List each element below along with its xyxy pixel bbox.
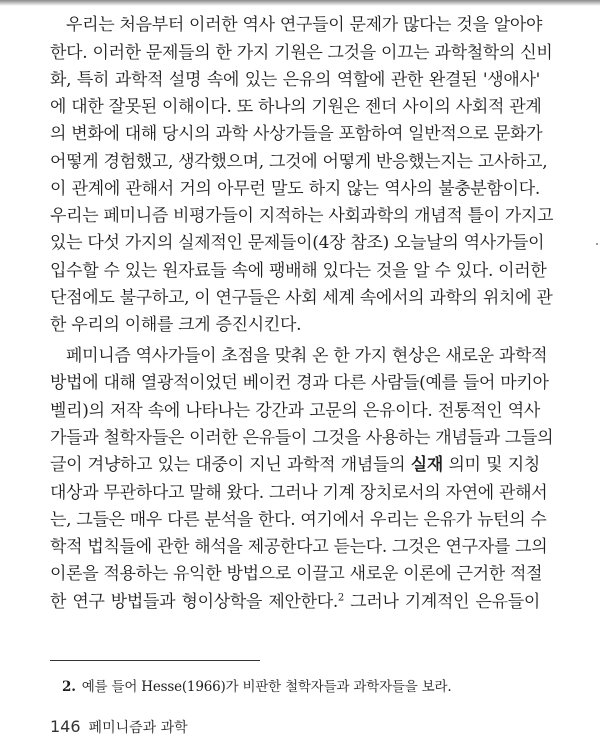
text-line: 어떻게 경험했고, 생각했으며, 그것에 어떻게 반응했는지는 고사하고, <box>50 152 548 172</box>
text-line: 벨리)의 저작 속에 나타나는 강간과 고문의 은유이다. 전통적인 역사 <box>50 401 540 421</box>
text-line: 입수할 수 있는 원자료들 속에 팽배해 있다는 것을 알 수 있다. 이러한 <box>50 261 547 281</box>
footnote-divider <box>50 660 260 661</box>
running-title: 페미니즘과 과학 <box>88 720 188 736</box>
emphasis-word: 실재 <box>410 455 443 475</box>
text-line: 이 관계에 관해서 거의 아무런 말도 하지 않는 역사의 불충분함이다. <box>50 179 540 199</box>
text-segment: 의미 및 지칭 <box>448 455 540 475</box>
text-line <box>50 591 540 613</box>
text-line: 한다. 이러한 문제들의 한 가지 기원은 그것을 이끄는 과학철학의 신비 <box>50 43 553 63</box>
text-line: 화, 특히 과학적 설명 속에 있는 은유의 역할에 관한 완결된 '생애사' <box>50 70 540 90</box>
footnote-number: 2. <box>62 679 76 695</box>
text-line: 페미니즘 역사가들이 초점을 맞춰 온 한 가지 현상은 새로운 과학적 <box>66 346 548 366</box>
text-line: 한 우리의 이해를 크게 증진시킨다. <box>50 315 302 335</box>
text-line: 대상과 무관하다고 말해 왔다. 그러나 기계 장치로서의 자연에 관해서 <box>50 483 548 503</box>
text-line: 있는 다섯 가지의 실제적인 문제들이(4장 참조) 오늘날의 역사가들이 <box>50 233 545 253</box>
text-segment: 그러나 기계적인 은유들이 <box>350 592 540 612</box>
text-segment: 글이 겨냥하고 있는 대중이 지닌 과학적 개념들의 <box>50 455 406 475</box>
text-line: 방법에 대해 열광적이었던 베이컨 경과 다른 사람들(예를 들어 마키아 <box>50 373 549 393</box>
text-line: 우리는 처음부터 이러한 역사 연구들이 문제가 많다는 것을 알아야 <box>66 15 543 35</box>
page-number: 146 <box>50 717 81 736</box>
text-line: 이론을 적용하는 유익한 방법으로 이끌고 새로운 이론에 근거한 적절 <box>50 564 543 584</box>
text-line: 우리는 페미니즘 비평가들이 지적하는 사회과학의 개념적 틀이 가지고 <box>50 206 554 226</box>
footnote <box>62 675 451 695</box>
text-line <box>50 454 540 476</box>
text-line: 의 변화에 대해 당시의 과학 사상가들을 포함하여 일반적으로 문화가 <box>50 124 543 144</box>
scan-top-edge <box>0 0 600 6</box>
footnote-marker[interactable]: 2 <box>337 592 344 604</box>
text-line: 에 대한 잘못된 이해이다. 또 하나의 기원은 젠더 사이의 사회적 관계 <box>50 97 542 117</box>
text-line: 는, 그들은 매우 다른 분석을 한다. 여기에서 우리는 은유가 뉴턴의 수 <box>50 510 547 530</box>
footnote-text: 예를 들어 Hesse(1966)가 비판한 철학자들과 과학자들을 보라. <box>81 679 452 695</box>
text-line: 가들과 철학자들은 이러한 은유들이 그것을 사용하는 개념들과 그들의 <box>50 428 554 448</box>
text-line: 학적 법칙들에 관한 해석을 제공한다고 듣는다. 그것은 연구자를 그의 <box>50 537 548 557</box>
page-footer <box>50 717 188 737</box>
text-segment: 한 연구 방법들과 형이상학을 제안한다. <box>50 592 338 612</box>
scan-speck <box>596 243 598 245</box>
text-line: 단점에도 불구하고, 이 연구들은 사회 세계 속에서의 과학의 위치에 관 <box>50 288 553 308</box>
